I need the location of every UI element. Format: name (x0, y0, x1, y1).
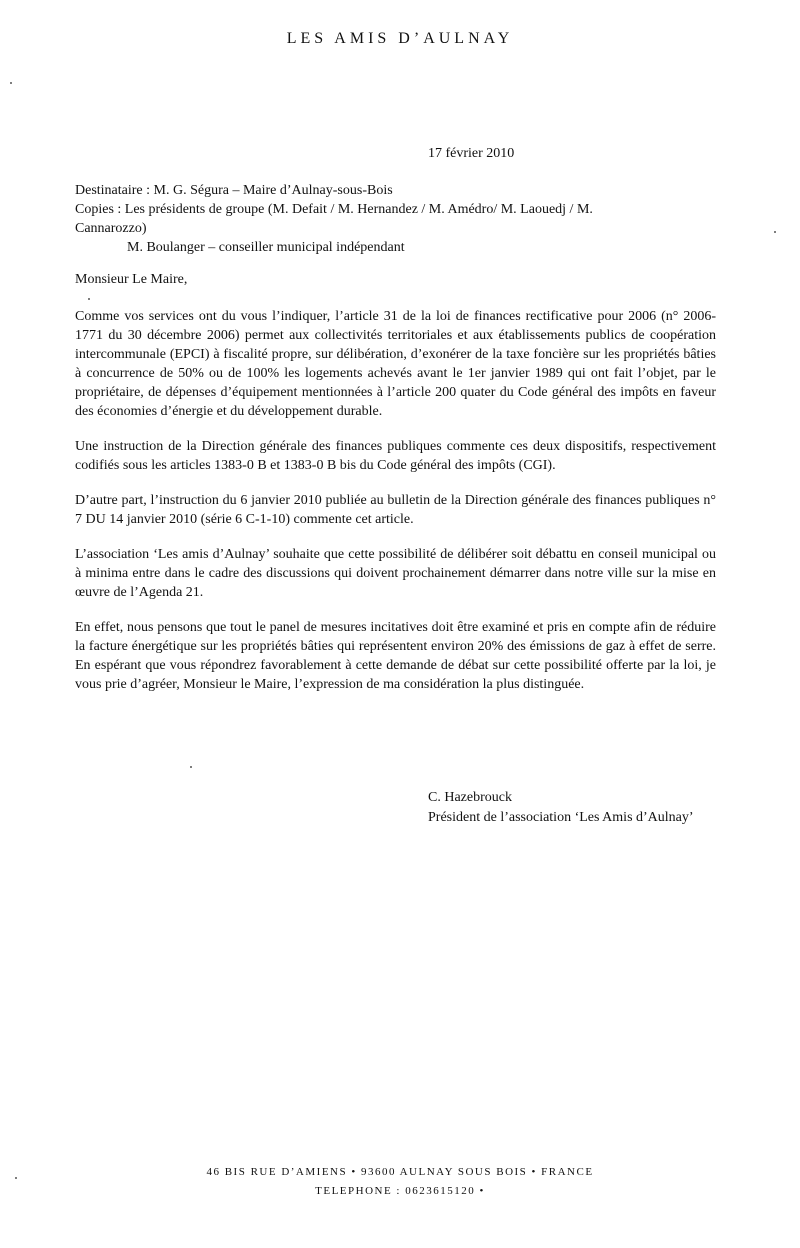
scan-speck (88, 298, 90, 300)
body-paragraph: En effet, nous pensons que tout le panel de mesures incitatives doit être examiné et pris en compte afin de réduire la facture énergétique sur les propriétés bâties qui représentent environ 20% des émissions de gaz à effet de serre. En espérant que vous répondrez favorablement à cette demande de débat sur cette possibilité offerte par la loi, je vous prie d’agréer, Monsieur le Maire, l’expression de ma considération la plus distinguée. (75, 620, 716, 692)
body-paragraph: Comme vos services ont du vous l’indiquer, l’article 31 de la loi de finances rectificative pour 2006 (n° 2006-1771 du 30 décembre 2006) permet aux collectivités territoriales et aux établissements publics de coopération intercommunale (EPCI) à fiscalité propre, sur délibération, d’exonérer de la taxe foncière sur les propriétés bâties à concurrence de 50% ou de 100% les logements achevés avant le 1er janvier 1989 qui ont fait l’objet, par le propriétaire, de dépenses d’équipement mentionnées à l’article 200 quater du Code général des impôts en faveur des économies d’énergie et du développement durable. (75, 309, 716, 419)
signature-block (428, 788, 694, 828)
body-paragraph: L’association ‘Les amis d’Aulnay’ souhaite que cette possibilité de délibérer soit débattu en conseil municipal ou à minima entre dans le cadre des discussions qui doivent prochainement démarrer dans notre ville sur la mise en œuvre de l’Agenda 21. (75, 547, 716, 600)
signatory-title: Président de l’association ‘Les Amis d’Aulnay’ (428, 810, 694, 825)
salutation: Monsieur Le Maire, (75, 272, 188, 287)
footer (0, 1163, 800, 1201)
body-paragraph: Une instruction de la Direction générale des finances publiques commente ces deux dispositifs, respectivement codifiés sous les articles 1383-0 B et 1383-0 B bis du Code général des impôts (CGI). (75, 439, 716, 473)
scan-speck (190, 766, 192, 768)
signatory-name: C. Hazebrouck (428, 790, 512, 805)
footer-phone: TELEPHONE : 0623615120 • (315, 1185, 485, 1197)
scan-speck (774, 231, 776, 233)
letter-body (75, 307, 716, 710)
scan-speck (10, 82, 12, 84)
body-paragraph: D’autre part, l’instruction du 6 janvier 2010 publiée au bulletin de la Direction générale des finances publiques n° 7 DU 14 janvier 2010 (série 6 C-1-10) commente cet article. (75, 493, 716, 527)
footer-address: 46 BIS RUE D’AMIENS • 93600 AULNAY SOUS BOIS • FRANCE (206, 1166, 594, 1178)
copies-line: Copies : Les présidents de groupe (M. Defait / M. Hernandez / M. Amédro/ M. Laouedj / M. (75, 202, 593, 217)
letter-date: 17 février 2010 (428, 146, 515, 161)
letterhead: LES AMIS D’AULNAY (286, 30, 514, 47)
recipients-block (75, 181, 725, 257)
recipient-line: Destinataire : M. G. Ségura – Maire d’Aulnay-sous-Bois (75, 183, 393, 198)
scan-speck (15, 1177, 17, 1179)
copies-line-continued: Cannarozzo) (75, 221, 147, 236)
copies-line-additional: M. Boulanger – conseiller municipal indépendant (127, 240, 405, 255)
